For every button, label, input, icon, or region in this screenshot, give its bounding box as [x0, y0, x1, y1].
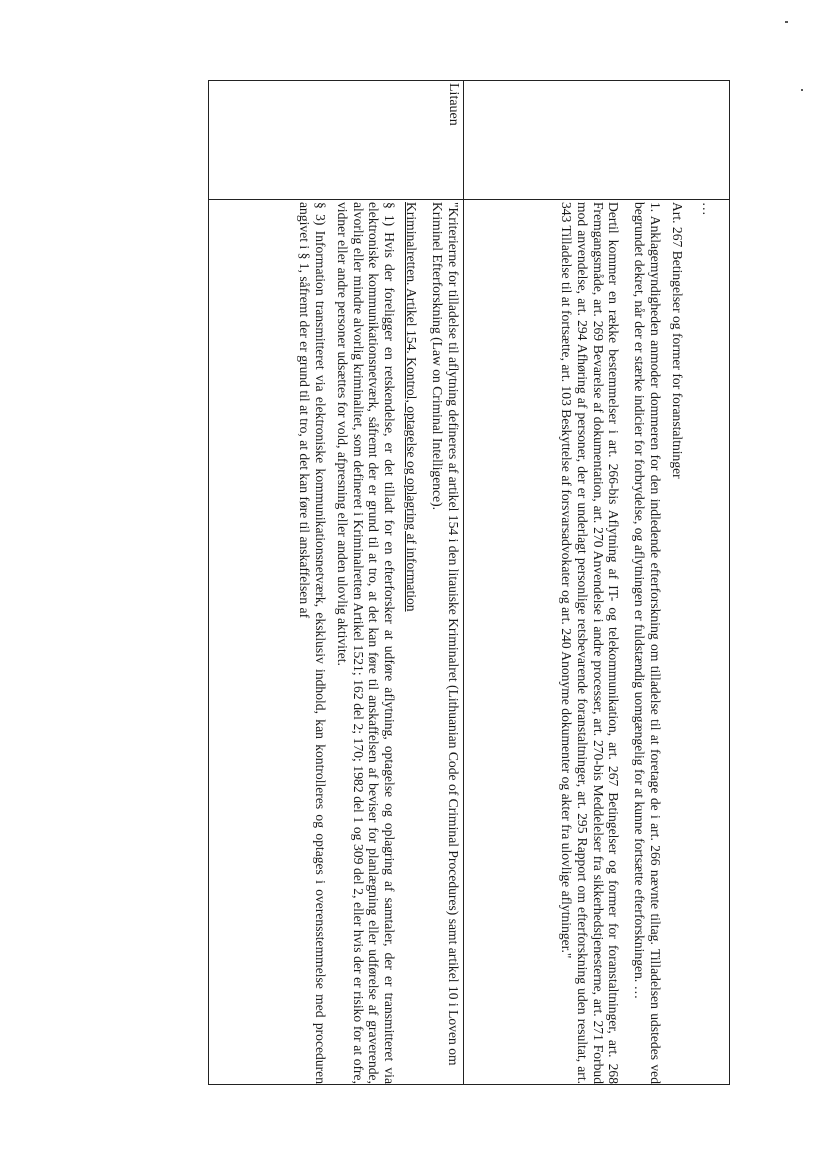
country-label: Litauen [446, 83, 461, 126]
scan-speck [801, 89, 803, 91]
section-3: § 3) Information transmitteret via elektroniske kommunikationsnetværk, eksklusiv indhold, kan kontrolleres og optages i overensstemmelse med proceduren angivet i § 1, såfremt der er grund til at tro, at det kan føre til anskaffelsen af [296, 202, 328, 1084]
paragraph-1: 1. Anklagemyndigheden anmoder dommeren for den indledende efterforskning om tilladelse til at foretage de i art. 266 nævnte tiltag. Tilladelsen udstedes ved begrundet dekret, når der er stærke indicier for forbrydelse, og aflytningen er fuldstændig uomgængelig for at kunne fortsætte efterforskningen. … [632, 202, 664, 1084]
ellipsis-text: … [700, 202, 715, 216]
country-cell [209, 81, 464, 200]
paragraph-2: Dertil kommer en række bestemmelser i art. 266-bis Aflytning af IT- og telekommunikation, art. 267 Betingelser og former for foranstaltninger, art. 268 Fremgangsmåde, art. 269 Bevarelse af dokumentation, art. 270 Anvendelse i andre processer, art. 270-bis Meddelelser fra sikkerhedstjenesterne, art. 271 Forbud mod anvendelse, art. 294 Afhøring af personer, der er underlagt personlige retsbevarende foranstaltninger, art. 295 Rapport om efterforskning uden resultat, art. 343 Tilladelse til at fortsætte, art. 103 Beskyttelse af forsvarsadvokater og art. 240 Anonyme dokumenter og akter fra ulovlige aflytninger." [558, 202, 622, 1084]
scan-speck [785, 21, 788, 23]
rotated-page-content [208, 80, 730, 1085]
article-heading: Art. 267 Betingelser og former for foranstaltninger [670, 202, 686, 479]
article-subheading: Kriminalretten. Artikel 154. Kontrol, optagelse og oplagring af information [404, 202, 420, 612]
section-1: § 1) Hvis der foreligger en retskendelse, er det tilladt for en efterforsker at udføre aflytning, optagelse og oplagring af samtaler, der er transmitteret via elektroniske kommunikationsnetværk, såfremt der er grund til at tro, at det kan føre til anskaffelsen af beviser for planlægning eller udførelse af graverende, alvorlig eller mindre alvorlig kriminalitet, som defineret i Kriminalretten Artikel 1521; 162 del 2; 170; 1982 del 1 og 309 del 2, eller hvis der er risiko for at ofre, vidner eller andre personer udsættes for vold, afpresning eller anden ulovlig aktivitet. [334, 202, 398, 1084]
content-cell [464, 200, 730, 1085]
country-label [727, 81, 729, 199]
table-row [209, 81, 464, 1085]
comparison-table [208, 80, 730, 1085]
table-row [464, 81, 730, 1085]
country-cell [464, 81, 730, 200]
intro-quote: "Kriterierne for tilladelse til aflytning defineres af artikel 154 i den litauiske Kriminalret (Lithuanian Code of Criminal Procedures) samt artikel 10 i Loven om Kriminel Efterforskning (Law on Criminal Intelligence). [430, 202, 461, 1066]
content-cell [209, 200, 464, 1085]
